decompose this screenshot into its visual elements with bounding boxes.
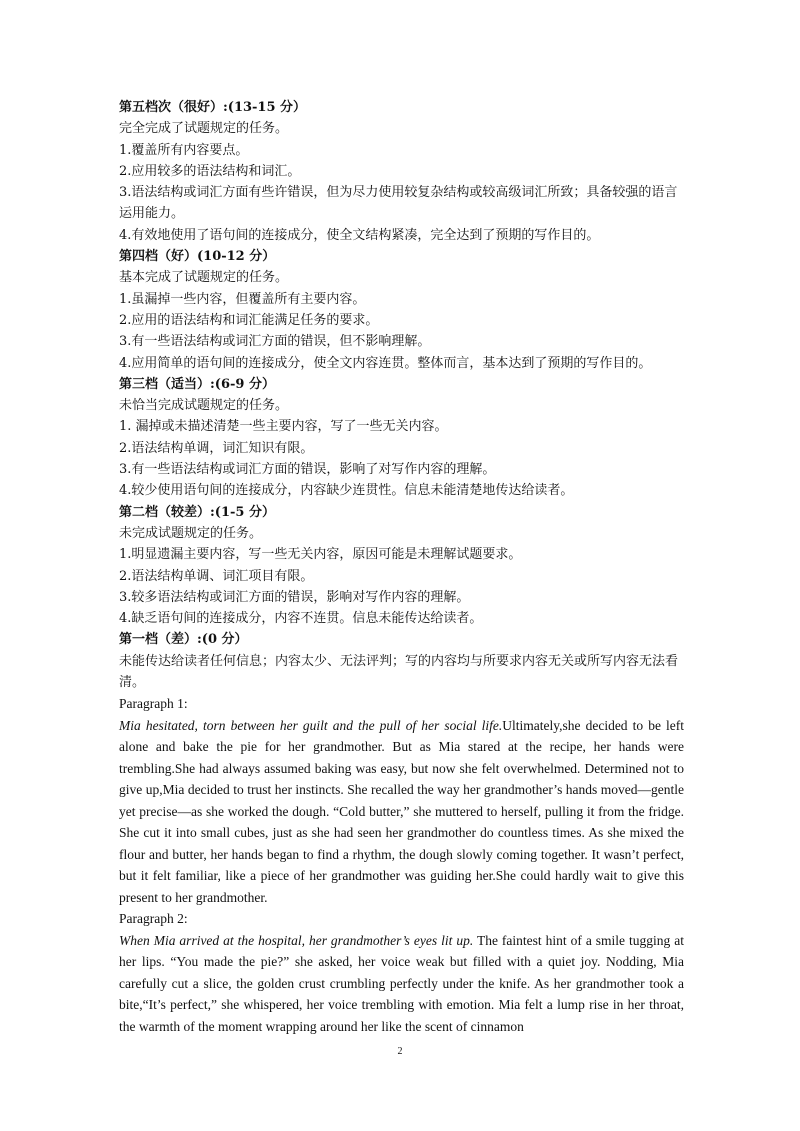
band-summary: 未能传达给读者任何信息；内容太少、无法评判；写的内容均与所要求内容无关或所写内容无法看清。 (119, 653, 679, 691)
band-heading: 第五档次（很好）:(13-15 分） (119, 100, 307, 115)
paragraph-body: Ultimately,she decided to be left alone and bake the pie for her grandmother. But as Mia stared at the recipe, her hands were trembling.She had always assumed baking was easy, but now she felt overwhelmed. Determined not to give up,Mia decided to trust her instincts. She recalled the way her grandmother’s hands moved—gentle yet precise—as she worked the dough. “Cold butter,” she muttered to herself, pulling it from the fridge. She cut it into small cubes, just as she had seen her grandmother do countless times. As she mixed the flour and butter, her hands began to find a rhythm, the dough slowly coming together. It wasn’t perfect, but it felt familiar, like a piece of her grandmother was guiding her.She could hardly wait to give this present to her grandmother. (119, 717, 684, 905)
paragraph-text (119, 715, 684, 909)
band-item: 4.应用简单的语句间的连接成分，使全文内容连贯。整体而言，基本达到了预期的写作目的。 (119, 355, 652, 371)
band-item: 1. 漏掉或未描述清楚一些主要内容，写了一些无关内容。 (119, 419, 448, 435)
band-item: 1.明显遗漏主要内容，写一些无关内容，原因可能是未理解试题要求。 (119, 547, 522, 563)
paragraph-lead-sentence: When Mia arrived at the hospital, her grandmother’s eyes lit up. (119, 932, 474, 948)
band-item: 3.较多语法结构或词汇方面的错误，影响对写作内容的理解。 (119, 589, 470, 605)
page-content (119, 97, 684, 1037)
band-heading: 第三档（适当）:(6-9 分） (119, 376, 275, 392)
band-item: 4.较少使用语句间的连接成分，内容缺少连贯性。信息未能清楚地传达给读者。 (119, 483, 574, 499)
band-item: 1.虽漏掉一些内容，但覆盖所有主要内容。 (119, 291, 366, 307)
band-item: 2.语法结构单调，词汇知识有限。 (119, 440, 314, 456)
band-summary: 未恰当完成试题规定的任务。 (119, 398, 289, 414)
band-summary: 完全完成了试题规定的任务。 (119, 121, 289, 137)
paragraph-body: The faintest hint of a smile tugging at her lips. “You made the pie?” she asked, her voice weak but filled with a quiet joy. Nodding, Mia carefully cut a slice, the golden crust crumbling perfectly under the knife. As her grandmother took a bite,“It’s perfect,” she whispered, her voice trembling with emotion. Mia felt a lump rise in her throat, the warmth of the moment wrapping around her like the scent of cinnamon (119, 932, 684, 1034)
band-item: 3.有一些语法结构或词汇方面的错误，但不影响理解。 (119, 334, 431, 350)
band-summary: 未完成试题规定的任务。 (119, 525, 263, 541)
paragraph-lead-sentence: Mia hesitated, torn between her guilt and the pull of her social life. (119, 717, 503, 733)
band-item: 3.有一些语法结构或词汇方面的错误，影响了对写作内容的理解。 (119, 462, 496, 478)
band-item: 1.覆盖所有内容要点。 (119, 142, 249, 158)
band-item: 2.应用的语法结构和词汇能满足任务的要求。 (119, 312, 379, 328)
paragraph-label: Paragraph 1: (119, 696, 188, 712)
band-heading: 第一档（差）:(0 分） (119, 632, 248, 648)
band-summary: 基本完成了试题规定的任务。 (119, 270, 289, 286)
paragraph-label: Paragraph 2: (119, 911, 188, 927)
band-heading: 第四档（好）(10-12 分） (119, 249, 276, 265)
band-item: 2.应用较多的语法结构和词汇。 (119, 163, 301, 179)
page-number: 2 (397, 1046, 403, 1057)
band-item: 4.有效地使用了语句间的连接成分，使全文结构紧凑，完全达到了预期的写作目的。 (119, 227, 600, 243)
paragraph-text (119, 930, 684, 1038)
band-item: 2.语法结构单调、词汇项目有限。 (119, 568, 314, 584)
band-item: 4.缺乏语句间的连接成分，内容不连贯。信息未能传达给读者。 (119, 611, 483, 627)
band-heading: 第二档（较差）:(1-5 分） (119, 504, 275, 520)
band-item: 3.语法结构或词汇方面有些许错误，但为尽力使用较复杂结构或较高级词汇所致；具备较强的语言运用能力。 (119, 185, 678, 222)
